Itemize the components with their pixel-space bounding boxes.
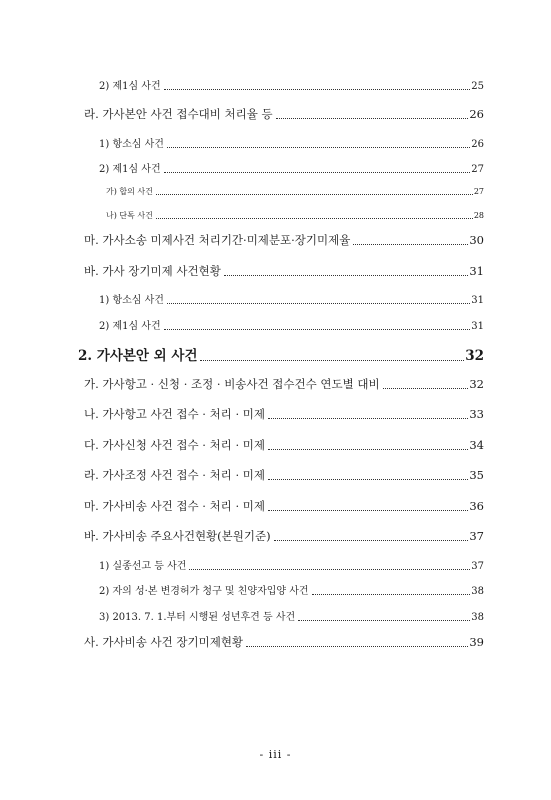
toc-label: 1) 항소심 사건 <box>99 139 164 150</box>
toc-label: 1) 실종선고 등 사건 <box>99 561 187 572</box>
toc-entry <box>106 185 484 197</box>
toc-leader-dots <box>156 186 473 195</box>
toc-entry <box>84 262 484 279</box>
toc-label: 나) 단독 사건 <box>106 211 153 220</box>
toc-leader-dots <box>298 610 470 621</box>
toc-page-number: 33 <box>469 406 484 421</box>
toc-leader-dots <box>353 232 468 245</box>
toc-label: 2) 제1심 사건 <box>99 321 161 332</box>
toc-page-number: 31 <box>471 321 484 332</box>
toc-label: 라. 가사본안 사건 접수대비 처리율 등 <box>84 106 273 121</box>
toc-label: 마. 가사비송 사건 접수 · 처리 · 미제 <box>84 498 265 513</box>
toc-entry <box>106 209 484 221</box>
toc-leader-dots <box>156 210 473 219</box>
toc-label: 라. 가사조정 사건 접수 · 처리 · 미제 <box>84 467 265 482</box>
toc-entry <box>84 105 484 122</box>
toc-entry <box>84 633 484 650</box>
toc-page-number: 34 <box>469 437 484 452</box>
toc-page-number: 27 <box>473 187 484 196</box>
toc-entry <box>84 466 484 483</box>
toc-leader-dots <box>164 319 471 330</box>
toc-page-number: 38 <box>471 612 484 623</box>
toc-leader-dots <box>224 263 469 276</box>
toc-page-number: 36 <box>469 498 484 513</box>
toc-leader-dots <box>268 437 468 450</box>
toc-leader-dots <box>312 584 471 595</box>
toc-page-number: 32 <box>469 376 484 391</box>
toc-label: 가. 가사항고 · 신청 · 조정 · 비송사건 접수건수 연도별 대비 <box>84 376 380 391</box>
toc-leader-dots <box>189 559 470 570</box>
toc-leader-dots <box>268 406 468 419</box>
toc-entry <box>99 160 484 175</box>
toc-entry <box>99 557 484 572</box>
toc-page-number: 28 <box>473 211 484 220</box>
toc-page-number: 26 <box>471 139 484 150</box>
toc-leader-dots <box>383 376 469 389</box>
toc-page-number: 31 <box>469 263 484 278</box>
toc-leader-dots <box>246 634 468 647</box>
toc-page-number: 37 <box>469 528 484 543</box>
toc-label: 2) 자의 성·본 변경허가 청구 및 친양자입양 사건 <box>99 586 309 597</box>
toc-label: 나. 가사항고 사건 접수 · 처리 · 미제 <box>84 406 265 421</box>
toc-entry <box>99 291 484 306</box>
toc-label: 마. 가사소송 미제사건 처리기간·미제분포·장기미제율 <box>84 232 351 247</box>
toc-leader-dots <box>274 528 469 541</box>
toc-entry <box>84 405 484 422</box>
toc-leader-dots <box>167 137 470 148</box>
toc-label: 가) 합의 사건 <box>106 187 153 196</box>
toc-entry <box>99 135 484 150</box>
toc-leader-dots <box>200 347 464 362</box>
toc-label: 2. 가사본안 외 사건 <box>78 348 198 364</box>
toc-page-number: 39 <box>469 634 484 649</box>
toc-page-number: 26 <box>469 106 484 121</box>
toc-page-number: 32 <box>465 348 484 364</box>
toc-leader-dots <box>164 79 471 90</box>
toc-leader-dots <box>167 293 470 304</box>
toc-label: 바. 가사 장기미제 사건현황 <box>84 263 221 278</box>
toc-entry <box>84 231 484 248</box>
toc-label: 1) 항소심 사건 <box>99 295 164 306</box>
toc-page-number: 30 <box>469 232 484 247</box>
toc-leader-dots <box>164 162 471 173</box>
toc-label: 2) 제1심 사건 <box>99 81 161 92</box>
toc-leader-dots <box>268 498 468 511</box>
toc-entry <box>99 582 484 597</box>
toc-page-number: 31 <box>471 295 484 306</box>
toc-entry <box>84 436 484 453</box>
toc-entry <box>84 527 484 544</box>
toc-entry <box>78 344 484 364</box>
toc-entry <box>99 317 484 332</box>
toc-entry <box>99 608 484 623</box>
toc-page-number: 37 <box>471 561 484 572</box>
toc-label: 3) 2013. 7. 1.부터 시행된 성년후견 등 사건 <box>99 612 296 623</box>
toc-label: 2) 제1심 사건 <box>99 164 161 175</box>
toc-leader-dots <box>276 106 469 119</box>
toc-entry <box>84 375 484 392</box>
toc-page-number: 25 <box>471 81 484 92</box>
toc-leader-dots <box>268 467 468 480</box>
toc-page-number: 27 <box>471 164 484 175</box>
toc-entry <box>99 77 484 92</box>
toc-page-number: 35 <box>469 467 484 482</box>
page-footer-number: - iii - <box>259 748 292 761</box>
toc-label: 바. 가사비송 주요사건현황(본원기준) <box>84 528 271 543</box>
toc-page-number: 38 <box>471 586 484 597</box>
toc-entry <box>84 497 484 514</box>
toc-label: 다. 가사신청 사건 접수 · 처리 · 미제 <box>84 437 265 452</box>
toc-label: 사. 가사비송 사건 장기미제현황 <box>84 634 244 649</box>
